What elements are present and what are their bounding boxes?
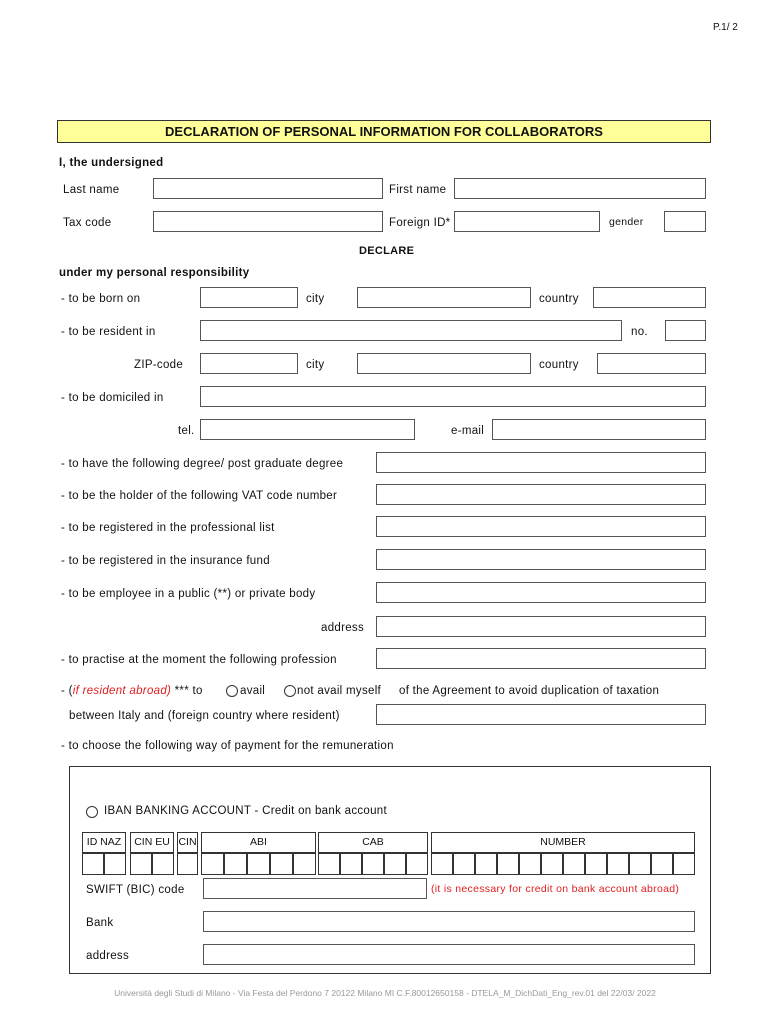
swift-note: (it is necessary for credit on bank account abroad) (431, 883, 680, 895)
iban-digit-cell[interactable] (585, 853, 607, 875)
iban-digit-cell[interactable] (362, 853, 384, 875)
iban-digit-cell[interactable] (563, 853, 585, 875)
last-name-label: Last name (63, 184, 120, 196)
iban-digit-cell[interactable] (130, 853, 152, 875)
professional-list-field[interactable] (376, 516, 706, 537)
born-on-label: - to be born on (61, 293, 141, 305)
tel-label: tel. (178, 425, 195, 437)
iban-digit-cell[interactable] (152, 853, 174, 875)
employer-address-field[interactable] (376, 616, 706, 637)
agreement-label: of the Agreement to avoid duplication of taxation (399, 685, 660, 697)
birth-city-field[interactable] (357, 287, 531, 308)
tel-field[interactable] (200, 419, 415, 440)
degree-label: - to have the following degree/ post graduate degree (61, 458, 344, 470)
iban-digit-cell[interactable] (431, 853, 453, 875)
abroad-to: *** to (174, 685, 203, 697)
iban-header-cin-eu: CIN EU (130, 832, 174, 853)
domicile-field[interactable] (200, 386, 706, 407)
iban-digit-cell[interactable] (224, 853, 247, 875)
vat-label: - to be the holder of the following VAT code number (61, 490, 338, 502)
profession-label: - to practise at the moment the following profession (61, 654, 337, 666)
iban-digit-cell[interactable] (607, 853, 629, 875)
footer: Università degli Studi di Milano - Via Festa del Perdono 7 20122 Milano MI C.F.80012650158 - DTELA_M_DichDati_Eng_rev.01 del 22/03/ 2022 (114, 988, 656, 998)
resident-city-field[interactable] (357, 353, 531, 374)
abroad-dash: - ( (61, 685, 73, 697)
iban-radio[interactable] (86, 806, 98, 818)
declare-heading: DECLARE (359, 245, 415, 257)
degree-field[interactable] (376, 452, 706, 473)
avail-label: avail (240, 685, 266, 697)
bank-label: Bank (86, 917, 114, 929)
between-label: between Italy and (foreign country where resident) (69, 710, 340, 722)
iban-header-cab: CAB (318, 832, 428, 853)
abroad-condition: if resident abroad) (72, 685, 172, 697)
bank-address-field[interactable] (203, 944, 695, 965)
resident-address-field[interactable] (200, 320, 622, 341)
foreign-country-field[interactable] (376, 704, 706, 725)
profession-field[interactable] (376, 648, 706, 669)
iban-digit-cell[interactable] (475, 853, 497, 875)
resident-city-label: city (306, 359, 325, 371)
street-no-label: no. (631, 326, 648, 338)
zip-label: ZIP-code (134, 359, 184, 371)
iban-digit-cell[interactable] (629, 853, 651, 875)
domiciled-label: - to be domiciled in (61, 392, 164, 404)
iban-digit-cell[interactable] (247, 853, 270, 875)
gender-field[interactable] (664, 211, 706, 232)
vat-field[interactable] (376, 484, 706, 505)
iban-digit-cell[interactable] (104, 853, 126, 875)
iban-digit-cell[interactable] (318, 853, 340, 875)
abroad-row (61, 685, 203, 697)
insurance-fund-field[interactable] (376, 549, 706, 570)
iban-digit-cell[interactable] (406, 853, 428, 875)
resident-country-label: country (539, 359, 579, 371)
page-number: P.1/ 2 (713, 22, 738, 33)
undersigned-heading: I, the undersigned (59, 157, 164, 169)
iban-digit-cell[interactable] (384, 853, 406, 875)
birth-country-label: country (539, 293, 579, 305)
employer-field[interactable] (376, 582, 706, 603)
iban-digit-cell[interactable] (82, 853, 104, 875)
iban-digit-cell[interactable] (270, 853, 293, 875)
iban-digit-cell[interactable] (453, 853, 475, 875)
bank-address-label: address (86, 950, 130, 962)
iban-digit-cell[interactable] (201, 853, 224, 875)
iban-digit-cell[interactable] (673, 853, 695, 875)
resident-country-field[interactable] (597, 353, 706, 374)
tax-code-label: Tax code (63, 217, 112, 229)
iban-digit-cell[interactable] (177, 853, 198, 875)
iban-header-number: NUMBER (431, 832, 695, 853)
bank-field[interactable] (203, 911, 695, 932)
swift-label: SWIFT (BIC) code (86, 884, 185, 896)
iban-header-cin: CIN (177, 832, 198, 853)
declare-subheading: under my personal responsibility (59, 267, 250, 279)
tax-code-field[interactable] (153, 211, 383, 232)
born-date-field[interactable] (200, 287, 298, 308)
street-no-field[interactable] (665, 320, 706, 341)
iban-digit-cell[interactable] (293, 853, 316, 875)
professional-list-label: - to be registered in the professional list (61, 522, 275, 534)
email-label: e-mail (451, 425, 485, 437)
iban-header-id-naz: ID NAZ (82, 832, 126, 853)
iban-digit-cell[interactable] (541, 853, 563, 875)
email-field[interactable] (492, 419, 706, 440)
foreign-id-field[interactable] (454, 211, 600, 232)
payment-label: - to choose the following way of payment for the remuneration (61, 740, 394, 752)
foreign-id-label: Foreign ID* (389, 217, 451, 229)
zip-field[interactable] (200, 353, 298, 374)
employer-address-label: address (321, 622, 365, 634)
iban-label: IBAN BANKING ACCOUNT - Credit on bank account (104, 805, 387, 817)
iban-digit-cell[interactable] (651, 853, 673, 875)
iban-digit-cell[interactable] (519, 853, 541, 875)
iban-digit-cell[interactable] (340, 853, 362, 875)
gender-label: gender (609, 216, 644, 228)
not-avail-radio[interactable] (284, 685, 296, 697)
not-avail-label: not avail myself (297, 685, 382, 697)
first-name-label: First name (389, 184, 447, 196)
birth-city-label: city (306, 293, 325, 305)
iban-header-abi: ABI (201, 832, 316, 853)
last-name-field[interactable] (153, 178, 383, 199)
swift-field[interactable] (203, 878, 427, 899)
insurance-fund-label: - to be registered in the insurance fund (61, 555, 270, 567)
iban-digit-cell[interactable] (497, 853, 519, 875)
employee-label: - to be employee in a public (**) or private body (61, 588, 316, 600)
page-title: DECLARATION OF PERSONAL INFORMATION FOR COLLABORATORS (57, 120, 711, 143)
birth-country-field[interactable] (593, 287, 706, 308)
resident-in-label: - to be resident in (61, 326, 156, 338)
avail-radio[interactable] (226, 685, 238, 697)
first-name-field[interactable] (454, 178, 706, 199)
